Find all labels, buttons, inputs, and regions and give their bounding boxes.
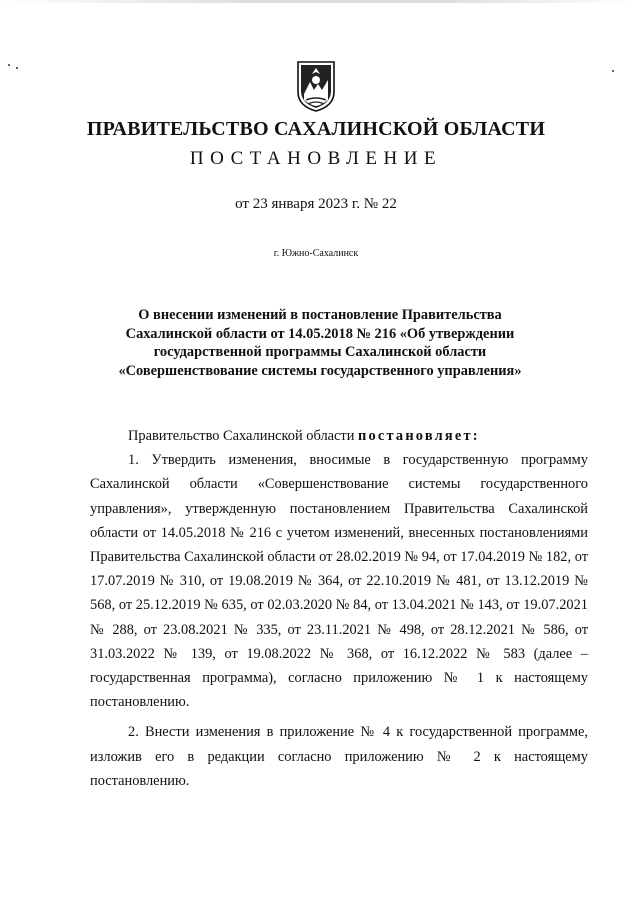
item-2: 2. Внести изменения в приложение № 4 к государственной программе, изложив его в редакции согласно приложению № 2 к настоящему постановлению. [90,724,588,789]
scan-speck [8,64,10,66]
document-subject: О внесении изменений в постановление Правительства Сахалинской области от 14.05.2018 № 216 «Об утверждении государственной программы Сахалинской области «Совершенствование системы государственного управления» [118,307,522,379]
preamble-verb: постановляет: [358,428,480,444]
scan-speck [612,70,614,72]
government-title: ПРАВИТЕЛЬСТВО САХАЛИНСКОЙ ОБЛАСТИ [86,118,546,140]
preamble-lead: Правительство Сахалинской области [128,428,358,444]
scan-edge [0,0,632,3]
document-type: ПОСТАНОВЛЕНИЕ [189,148,443,169]
sakhalin-coat-of-arms-icon [296,60,336,112]
preamble [90,424,588,448]
item-1: 1. Утвердить изменения, вносимые в государственную программу Сахалинской области «Совершенствование системы государственного управления», утвержденную постановлением Правительства Сахалинской области от 14.05.2018 № 216 с учетом изменений, внесенных постановлениями Правительства Сахалинской области от 28.02.2019 № 94, от 17.04.2019 № 182, от 17.07.2019 № 310, от 19.08.2019 № 364, от 22.10.2019 № 481, от 13.12.2019 № 568, от 25.12.2019 № 635, от 02.03.2020 № 84, от 13.04.2021 № 143, от 19.07.2021 № 288, от 23.08.2021 № 335, от 23.11.2021 № 498, от 28.12.2021 № 586, от 31.03.2022 № 139, от 19.08.2022 № 368, от 16.12.2022 № 583 (далее – государственная программа), согласно приложению № 1 к настоящему постановлению. [90,452,588,711]
document-city: г. Южно-Сахалинск [273,248,359,259]
document-body [90,424,588,793]
document-date-number: от 23 января 2023 г. № 22 [235,196,397,212]
scan-speck [16,67,18,69]
